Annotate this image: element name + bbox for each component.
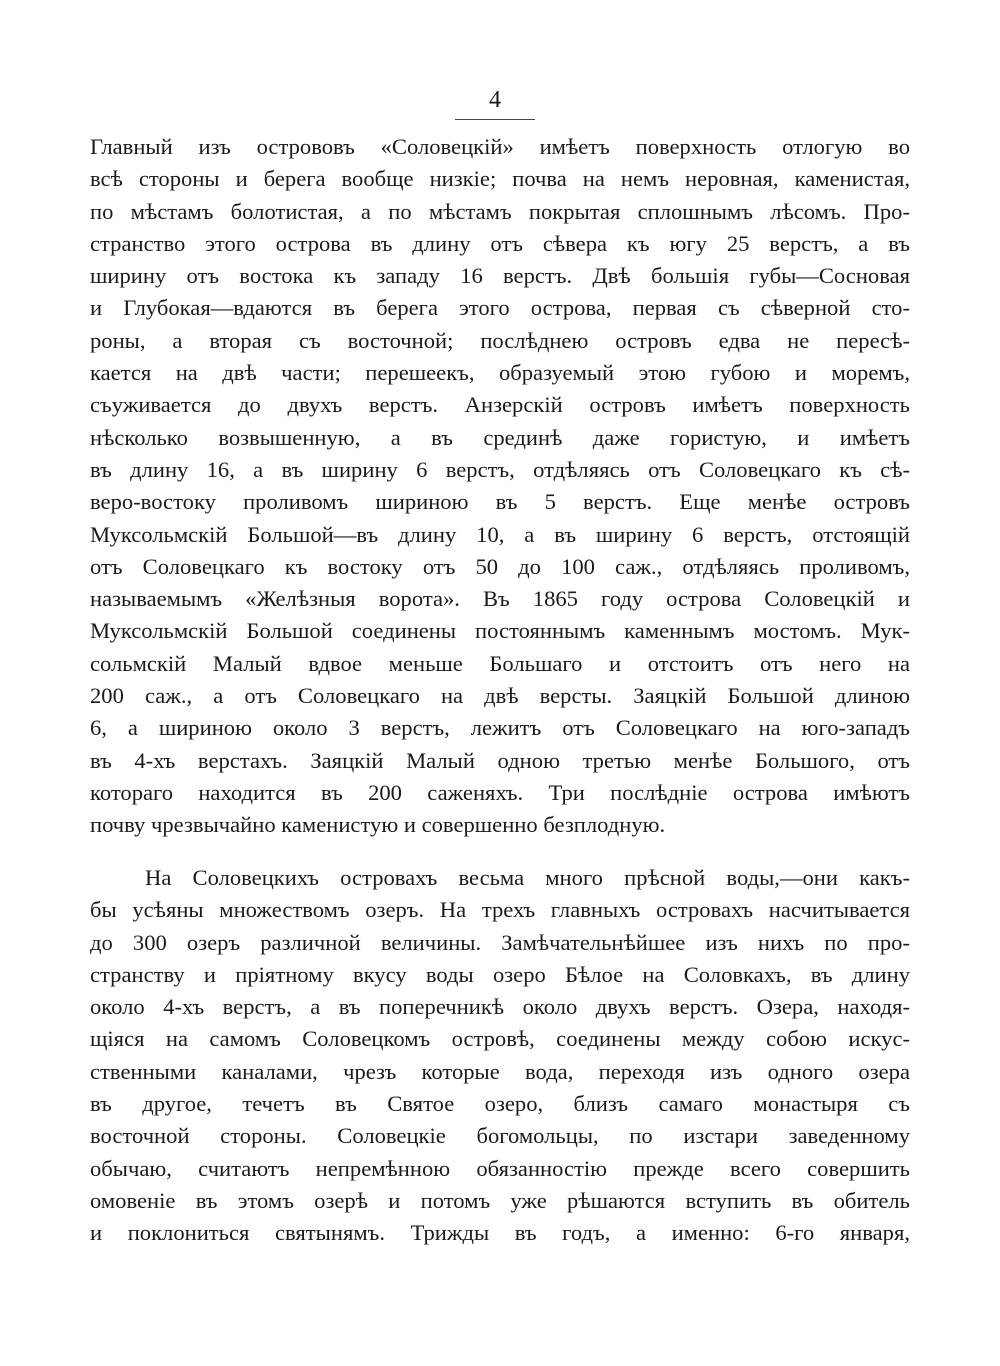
text-line: ширину отъ востока къ западу 16 верстъ. Двѣ большія губы—Сосновая xyxy=(90,263,910,289)
page-number-rule xyxy=(455,119,535,120)
text-line: обычаю, считаютъ непремѣнною обязанностію прежде всего совершить xyxy=(90,1155,910,1181)
text-line: съуживается до двухъ верстъ. Анзерскій островъ имѣетъ поверхность xyxy=(90,392,910,418)
text-line: называемымъ «Желѣзныя ворота». Въ 1865 году острова Соловецкій и xyxy=(90,586,910,612)
text-line: Муксольмскій Большой—въ длину 10, а въ ширину 6 верстъ, отстоящій xyxy=(90,521,910,547)
text-line: Муксольмскій Большой соединены постояннымъ каменнымъ мостомъ. Мук- xyxy=(90,618,910,644)
text-line: 200 саж., а отъ Соловецкаго на двѣ версты. Заяцкій Большой длиною xyxy=(90,683,910,709)
text-line: отъ Соловецкаго къ востоку отъ 50 до 100 саж., отдѣляясь проливомъ, xyxy=(90,553,910,579)
page-number: 4 xyxy=(489,87,501,113)
text-line: 6, а шириною около 3 верстъ, лежитъ отъ Соловецкаго на юго-западъ xyxy=(90,715,910,741)
text-line: въ другое, течетъ въ Святое озеро, близъ самаго монастыря съ xyxy=(90,1091,910,1117)
text-line: и Глубокая—вдаются въ берега этого острова, первая съ сѣверной сто- xyxy=(90,295,910,321)
text-line: по мѣстамъ болотистая, а по мѣстамъ покрытая сплошнымъ лѣсомъ. Про- xyxy=(90,198,910,224)
text-line: странство этого острова въ длину отъ сѣвера къ югу 25 верстъ, а въ xyxy=(90,230,910,256)
text-line: нѣсколько возвышенную, а въ срединѣ даже гористую, и имѣетъ xyxy=(90,424,910,450)
text-line: и поклониться святынямъ. Трижды въ годъ, а именно: 6-го января, xyxy=(90,1220,910,1246)
text-line: бы усѣяны множествомъ озеръ. На трехъ главныхъ островахъ насчитывается xyxy=(90,897,910,923)
text-line: до 300 озеръ различной величины. Замѣчательнѣйшее изъ нихъ по про- xyxy=(90,929,910,955)
text-line: ственными каналами, чрезъ которые вода, переходя изъ одного озера xyxy=(90,1058,910,1084)
text-line: около 4-хъ верстъ, а въ поперечникѣ около двухъ верстъ. Озера, находя- xyxy=(90,994,910,1020)
text-line: щіяся на самомъ Соловецкомъ островѣ, соединены между собою искус- xyxy=(90,1026,910,1052)
text-line: сольмскій Малый вдвое меньше Большаго и отстоитъ отъ него на xyxy=(90,650,910,676)
text-line: почву чрезвычайно каменистую и совершенно безплодную. xyxy=(90,812,666,838)
paragraph-islands xyxy=(90,131,910,842)
text-line: въ длину 16, а въ ширину 6 верстъ, отдѣляясь отъ Соловецкаго къ сѣ- xyxy=(90,456,910,482)
paragraph-lakes xyxy=(90,862,910,1250)
text-line: котораго находится въ 200 саженяхъ. Три послѣдніе острова имѣютъ xyxy=(90,779,910,805)
text-line: кается на двѣ части; перешеекъ, образуемый этою губою и моремъ, xyxy=(90,360,910,386)
text-line: странству и пріятному вкусу воды озеро Бѣлое на Соловкахъ, въ длину xyxy=(90,961,910,987)
text-line: всѣ стороны и берега вообще низкіе; почва на немъ неровная, каменистая, xyxy=(90,166,910,192)
text-line: Главный изъ острововъ «Соловецкій» имѣетъ поверхность отлогую во xyxy=(90,134,910,159)
text-line: омовеніе въ этомъ озерѣ и потомъ уже рѣшаются вступить въ обитель xyxy=(90,1187,910,1213)
text-line: На Соловецкихъ островахъ весьма много прѣсной воды,—они какъ- xyxy=(145,865,910,890)
text-line: восточной стороны. Соловецкіе богомольцы, по изстари заведенному xyxy=(90,1123,910,1149)
text-line: веро-востоку проливомъ шириною въ 5 верстъ. Еще менѣе островъ xyxy=(90,489,910,515)
text-line: въ 4-хъ верстахъ. Заяцкій Малый одною третью менѣе Большого, отъ xyxy=(90,747,910,773)
text-line: роны, а вторая съ восточной; послѣднею островъ едва не пересѣ- xyxy=(90,327,910,353)
